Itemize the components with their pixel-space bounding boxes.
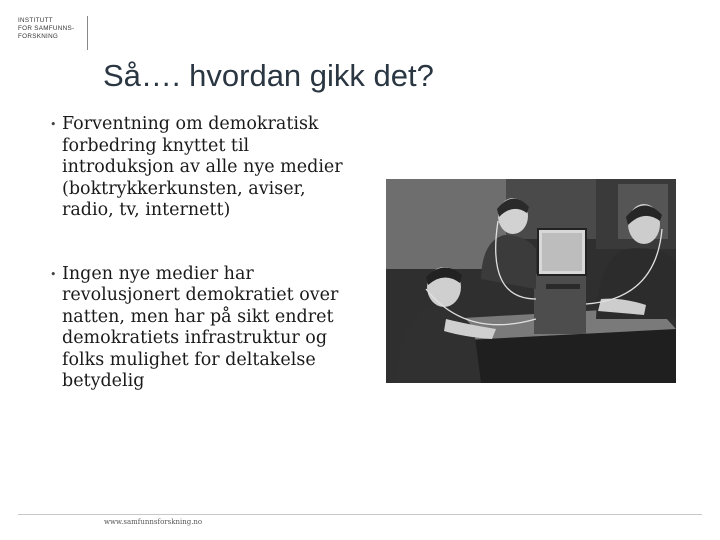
bullet-list [50, 114, 350, 393]
bullet-marker: • [50, 118, 57, 131]
footer-url: www.samfunnsforskning.no [104, 518, 203, 526]
historical-radio-photo [386, 179, 676, 383]
bullet-text: Ingen nye medier har revolusjonert demokratiet over natten, men har på sikt endret demokratiets infrastruktur og folks mulighet for deltakelse betydelig [62, 263, 339, 391]
bullet-text: Forventning om demokratisk forbedring knyttet til introduksjon av alle nye medier (boktrykkerkunsten, aviser, radio, tv, internett) [62, 114, 343, 220]
logo-line: INSTITUTT [18, 17, 53, 24]
bullet-item [50, 264, 350, 393]
slide-title: Så…. hvordan gikk det? [103, 58, 434, 93]
photo-illustration [386, 179, 676, 383]
bullet-marker: • [50, 267, 57, 281]
institute-logo [18, 16, 88, 50]
footer-divider [18, 514, 702, 515]
bullet-item [50, 114, 350, 222]
logo-line: FOR SAMFUNNS- [18, 25, 75, 33]
logo-line: FORSKNING [18, 33, 59, 41]
